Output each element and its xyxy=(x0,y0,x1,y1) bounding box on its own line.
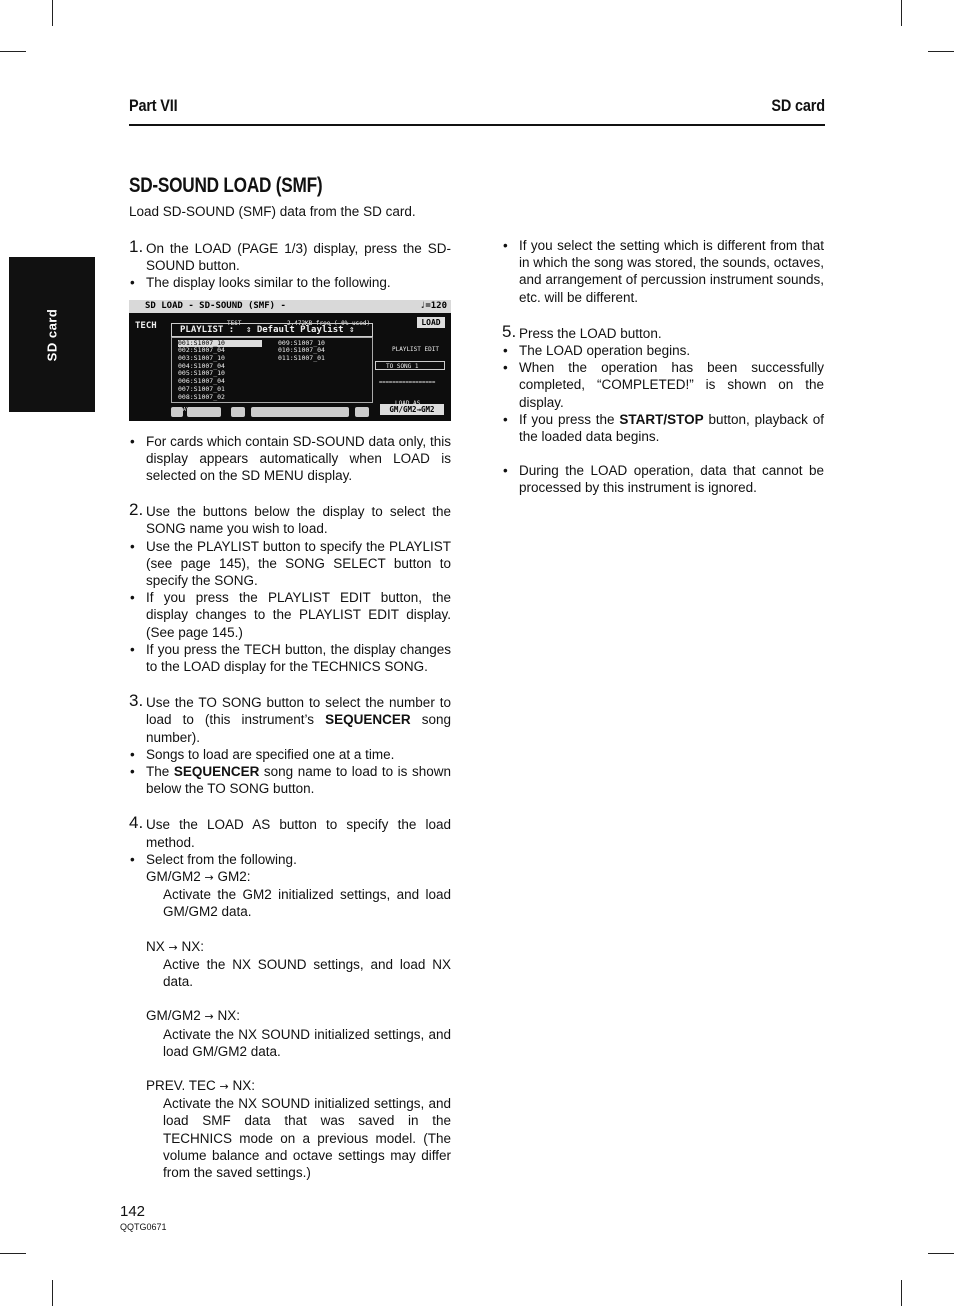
bullet: • Songs to load are specified one at a time. xyxy=(129,746,451,763)
crop-mark xyxy=(0,51,26,52)
option-name: GM/GM2 → GM2: xyxy=(146,869,251,885)
list-item: 004:S1007_04 xyxy=(178,361,225,370)
arrow-icon: → xyxy=(168,940,178,954)
lcd-control xyxy=(251,407,347,417)
side-tab-label: SD card xyxy=(44,308,60,361)
bullet: • For cards which contain SD-SOUND data only, this display appears automatically when LOAD is selected on the SD MENU display. xyxy=(129,433,451,485)
list-item: 010:S1007_04 xyxy=(278,346,325,355)
doc-code: QQTG0671 xyxy=(120,1222,167,1232)
crop-mark xyxy=(928,51,954,52)
lcd-load-button: LOAD xyxy=(417,317,445,328)
crop-mark xyxy=(901,1280,902,1306)
list-item: 002:S1007_04 xyxy=(178,346,225,355)
list-item: 011:S1007_01 xyxy=(278,354,325,363)
option-name: PREV. TEC → NX: xyxy=(146,1077,256,1093)
lcd-card-name: TEST xyxy=(227,319,242,327)
crop-mark xyxy=(52,1280,53,1306)
list-item: 001:S1007_10 xyxy=(178,340,262,348)
lcd-free-space: 2.472KB free ( 0% used) xyxy=(287,319,371,327)
lcd-songs-right xyxy=(278,340,325,363)
left-column xyxy=(129,237,451,1181)
crop-mark xyxy=(928,1253,954,1254)
bullet: • The LOAD operation begins. xyxy=(502,342,824,359)
page-number: 142 xyxy=(120,1203,146,1220)
step-3: 3. Use the TO SONG button to select the number to load to (this instrument’s SEQUENCER song number). xyxy=(129,691,451,745)
lcd-sequencer-name: ================= xyxy=(379,379,436,386)
step-4: 4. Use the LOAD AS button to specify the load method. xyxy=(129,813,451,850)
crop-mark xyxy=(52,0,53,26)
lcd-control xyxy=(355,407,369,417)
bullet: • The display looks similar to the following. xyxy=(129,274,451,291)
lcd-songs-left xyxy=(178,340,262,402)
lcd-playlist-box: PLAYLIST : ⇕ Default Playlist ⇕ xyxy=(171,323,373,337)
step-5: 5. Press the LOAD button. xyxy=(502,321,662,341)
header-section: SD card xyxy=(771,96,825,115)
bullet: • Select from the following. xyxy=(129,851,451,868)
lcd-tempo: ♩=120 xyxy=(419,300,447,311)
lcd-tech-button: TECH xyxy=(135,320,157,331)
bullet: • If you select the setting which is different from that in which the song was stored, the sounds, octaves, and arrangement of percussion instrument sounds, etc. will be different. xyxy=(502,237,824,306)
lcd-song-list xyxy=(171,337,373,403)
crop-mark xyxy=(901,0,902,26)
lcd-playlist-edit: PLAYLIST EDIT xyxy=(392,345,439,353)
option-desc: Activate the GM2 initialized settings, and load GM/GM2 data. xyxy=(163,887,451,920)
lcd-title-bar: SD LOAD - SD-SOUND (SMF) - ♩=120 xyxy=(129,300,451,313)
bullet: • If you press the PLAYLIST EDIT button, the display changes to the PLAYLIST EDIT display. (See page 145.) xyxy=(129,589,451,641)
option-name: NX → NX: xyxy=(146,938,204,954)
lcd-to-song: TO SONG 1 xyxy=(375,361,445,370)
lcd-control xyxy=(187,407,221,417)
header-part: Part VII xyxy=(129,96,178,115)
lcd-control xyxy=(335,407,349,417)
lcd-control xyxy=(171,407,183,417)
lcd-load-as-button: GM/GM2→GM2 xyxy=(380,404,444,415)
option-desc: Activate the NX SOUND initialized settings, and load GM/GM2 data. xyxy=(163,1026,451,1059)
lcd-screenshot xyxy=(129,300,451,421)
list-item: 006:S1007_04 xyxy=(178,377,225,386)
bullet: • If you press the TECH button, the display changes to the LOAD display for the TECHNICS SONG. xyxy=(129,641,451,675)
page-title: SD-SOUND LOAD (SMF) xyxy=(129,174,323,197)
right-column xyxy=(502,237,824,497)
list-item: 003:S1007_10 xyxy=(178,354,225,363)
arrow-icon: → xyxy=(204,1010,214,1024)
list-item: 008:S1007_02 xyxy=(178,392,225,401)
option-name: GM/GM2 → NX: xyxy=(146,1008,240,1024)
intro-text: Load SD-SOUND (SMF) data from the SD card. xyxy=(129,204,416,219)
arrow-icon: → xyxy=(204,871,214,885)
step-2: 2. Use the buttons below the display to select the SONG name you wish to load. xyxy=(129,500,451,537)
option-desc: Active the NX SOUND settings, and load NX data. xyxy=(163,956,451,990)
bullet: • Use the PLAYLIST button to specify the PLAYLIST (see page 145), the SONG SELECT button to specify the SONG. xyxy=(129,538,451,590)
list-item: 007:S1007_01 xyxy=(178,384,225,393)
lcd-control xyxy=(231,407,245,417)
list-item: 009:S1007_10 xyxy=(278,338,325,347)
crop-mark xyxy=(0,1253,26,1254)
bullet: • During the LOAD operation, data that cannot be processed by this instrument is ignored. xyxy=(502,462,824,496)
side-tab xyxy=(9,257,95,412)
step-1: 1. On the LOAD (PAGE 1/3) display, press the SD-SOUND button. xyxy=(129,237,451,274)
list-item: 005:S1007_10 xyxy=(178,369,225,378)
option-desc: Activate the NX SOUND initialized settings, and load SMF data that was saved in the TECHNICS mode on a previous model. (The volume balance and octave settings may differ from the saved settings.) xyxy=(163,1096,451,1180)
bullet: • If you press the START/STOP button, playback of the loaded data begins. xyxy=(502,411,824,445)
bullet: • The SEQUENCER song name to load to is shown below the TO SONG button. xyxy=(129,763,451,797)
header-rule xyxy=(129,124,825,126)
bullet: • When the operation has been successfully completed, “COMPLETED!” is shown on the display. xyxy=(502,359,824,411)
arrow-icon: → xyxy=(219,1079,229,1093)
